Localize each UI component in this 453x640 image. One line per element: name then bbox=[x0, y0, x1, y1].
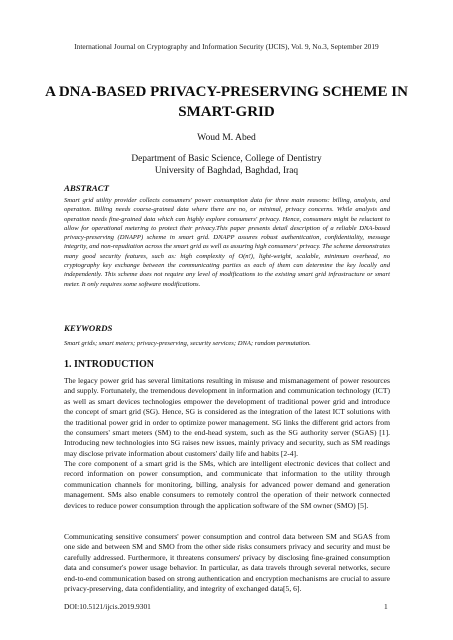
intro-paragraph-2: The core component of a smart grid is the SMs, which are intelligent electronic devices that collect and record information on power consumption, and communicate that information to the utility through communication channels for monitoring, billing, analysis for advanced power demand and generation management. SMs also enable consumers to remotely control the operation of their network connected devices to reduce power consumption through the application software of the SM owner (SMO) [5]. bbox=[64, 459, 390, 510]
abstract-heading: ABSTRACT bbox=[64, 183, 109, 193]
page-number: 1 bbox=[384, 602, 388, 611]
intro-paragraph-3: Communicating sensitive consumers' power consumption and control data between SM and SGAS from one side and between SM and SMO from the other side risks consumers privacy and security and must be carefully addressed. Furthermore, it threatens consumers' privacy by disclosing fine-grained consumption data and consumer's power usage behavior. In particular, as data travels through several networks, secure end-to-end communication based on strong authentication and encryption mechanisms are crucial to assure privacy-preserving, data confidentiality, and integrity of exchanged data[5, 6]. bbox=[64, 532, 390, 594]
author-name: Woud M. Abed bbox=[197, 132, 256, 143]
keywords-heading: KEYWORDS bbox=[64, 323, 113, 333]
affiliation-department: Department of Basic Science, College of Dentistry bbox=[131, 154, 322, 164]
introduction-heading: 1. INTRODUCTION bbox=[64, 359, 155, 370]
doi-footer: DOI:10.5121/ijcis.2019.9301 bbox=[64, 602, 151, 611]
intro-paragraph-1: The legacy power grid has several limitations resulting in misuse and mismanagement of power resources and supply. Fortunately, the tremendous development in information and communication technology (ICT) as well as smart devices technologies empower the development of traditional power grid and introduce the concept of smart grid (SG). Hence, SG is considered as the integration of the latest ICT solutions with the traditional power grid in order to optimize power management. SG links the different grid actors from the consumers' smart meters (SM) to the end-head system, such as the SG authority server (SGAS) [1]. Introducing new technologies into SG raises new issues, mainly privacy and security, such as SM readings may disclose private information about customers' daily life and habits [2-4]. bbox=[64, 376, 390, 458]
abstract-text: Smart grid utility provider collects consumers' power consumption data for three main reasons: billing, analysis, and operation. Billing needs coarse-grained data where there are no, or minimal, privacy concerns. While analysis and operation needs fine-grained data which can highly explore consumers' privacy. Hence, consumers might be reluctant to allow for operational metering to protect their privacy.This paper presents detail description of a reliable DNA-based privacy-preserving (DNAPP) scheme in smart grid. DNAPP assures robust authentication, confidentiality, message integrity, and non-repudiation across the smart grid as well as assuring high consumers' privacy. The scheme demonstrates many good security features, such as: high complexity of O(n!), light-weight, scalable, minimum overhead, no cryptography key exchange between the communicating parties as each of them can determine the key locally and independently. This scheme does not require any level of modifications to the existing smart grid infrastructure or smart meter. It only requires some software modifications. bbox=[64, 197, 390, 288]
keywords-text: Smart grids; smart meters; privacy-preserving, security services; DNA; random permutation. bbox=[64, 340, 311, 347]
affiliation-university: University of Baghdad, Baghdad, Iraq bbox=[154, 166, 299, 176]
paper-title-line-1: A DNA-BASED PRIVACY-PRESERVING SCHEME IN bbox=[45, 84, 408, 100]
paper-title bbox=[40, 82, 413, 122]
paper-title-line-2: SMART-GRID bbox=[178, 104, 275, 120]
running-head: International Journal on Cryptography and Information Security (IJCIS), Vol. 9, No.3, September 2019 bbox=[74, 42, 379, 51]
